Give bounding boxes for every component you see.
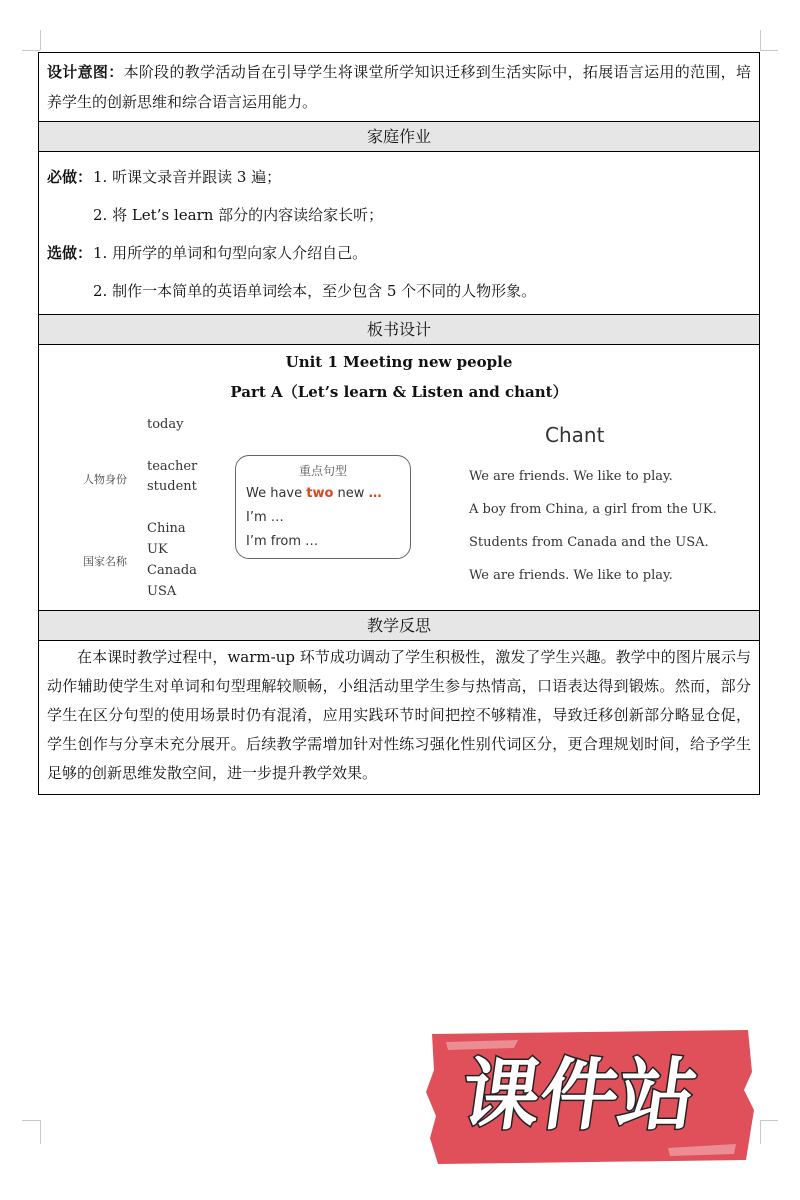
word-country: Canada bbox=[147, 563, 197, 578]
homework-cell bbox=[39, 151, 759, 314]
key-pattern-line: I’m … bbox=[246, 510, 284, 525]
word-country: China bbox=[147, 521, 186, 536]
board-title-part: Part A（Let’s learn & Listen and chant） bbox=[230, 383, 568, 401]
board-header: 板书设计 bbox=[39, 314, 759, 344]
homework-optional-1 bbox=[47, 234, 751, 272]
label-country: 国家名称 bbox=[83, 555, 127, 568]
crop-mark bbox=[760, 30, 761, 50]
required-label: 必做： bbox=[47, 168, 93, 186]
reflection-cell bbox=[39, 640, 759, 794]
homework-item: 2. 将 Let’s learn 部分的内容读给家长听； bbox=[93, 206, 384, 224]
highlight-dots: … bbox=[368, 486, 382, 501]
board-design-cell bbox=[39, 344, 759, 610]
crop-mark bbox=[40, 30, 41, 50]
word-identity: student bbox=[147, 479, 197, 494]
crop-mark bbox=[22, 1120, 40, 1121]
design-intent-text: 本阶段的教学活动旨在引导学生将课堂所学知识迁移到生活实际中，拓展语言运用的范围，培养学生的创新思维和综合语言运用能力。 bbox=[47, 63, 751, 111]
homework-required-1 bbox=[47, 158, 751, 196]
chant-line: We are friends. We like to play. bbox=[469, 469, 673, 484]
optional-label: 选做： bbox=[47, 244, 93, 262]
homework-item: 1. 听课文录音并跟读 3 遍； bbox=[93, 168, 282, 186]
word-country: UK bbox=[147, 542, 168, 557]
crop-mark bbox=[760, 1120, 761, 1144]
crop-mark bbox=[22, 50, 40, 51]
chant-title: Chant bbox=[545, 423, 605, 447]
chant-line: Students from Canada and the USA. bbox=[469, 535, 709, 550]
watermark-text: 课件站 bbox=[456, 1050, 703, 1141]
key-pattern-box bbox=[235, 455, 411, 559]
design-intent-cell bbox=[39, 53, 759, 121]
homework-item: 1. 用所学的单词和句型向家人介绍自己。 bbox=[93, 244, 368, 262]
homework-required-2 bbox=[47, 196, 751, 234]
homework-optional-2 bbox=[47, 272, 751, 310]
highlight-word: two bbox=[306, 486, 334, 501]
design-intent-label: 设计意图： bbox=[47, 63, 124, 81]
kejianzhan-watermark-logo bbox=[418, 1020, 758, 1170]
reflection-header: 教学反思 bbox=[39, 610, 759, 640]
label-identity: 人物身份 bbox=[83, 473, 127, 486]
chant-line: We are friends. We like to play. bbox=[469, 568, 673, 583]
key-pattern-line: I’m from … bbox=[246, 534, 319, 549]
crop-mark bbox=[760, 1120, 778, 1121]
lesson-plan-table bbox=[38, 52, 760, 795]
word-today: today bbox=[147, 417, 184, 432]
crop-mark bbox=[40, 1120, 41, 1144]
chant-line: A boy from China, a girl from the UK. bbox=[469, 502, 717, 517]
board-title-unit: Unit 1 Meeting new people bbox=[285, 353, 513, 371]
key-pattern-line: We have two new … bbox=[246, 486, 382, 501]
word-identity: teacher bbox=[147, 459, 198, 474]
word-country: USA bbox=[147, 584, 177, 599]
crop-mark bbox=[760, 50, 778, 51]
key-pattern-title: 重点句型 bbox=[298, 464, 347, 478]
homework-item: 2. 制作一本简单的英语单词绘本，至少包含 5 个不同的人物形象。 bbox=[93, 282, 537, 300]
homework-header: 家庭作业 bbox=[39, 121, 759, 151]
reflection-text: 在本课时教学过程中，warm-up 环节成功调动了学生积极性，激发了学生兴趣。教学中的图片展示与动作辅助使学生对单词和句型理解较顺畅，小组活动里学生参与热情高，口语表达得到锻炼。然而，部分学生在区分句型的使用场景时仍有混淆，应用实践环节时间把控不够精准，导致迁移创新部分略显仓促，学生创作与分享未充分展开。后续教学需增加针对性练习强化性别代词区分，更合理规划时间，给予学生足够的创新思维发散空间，进一步提升教学效果。 bbox=[47, 648, 751, 782]
